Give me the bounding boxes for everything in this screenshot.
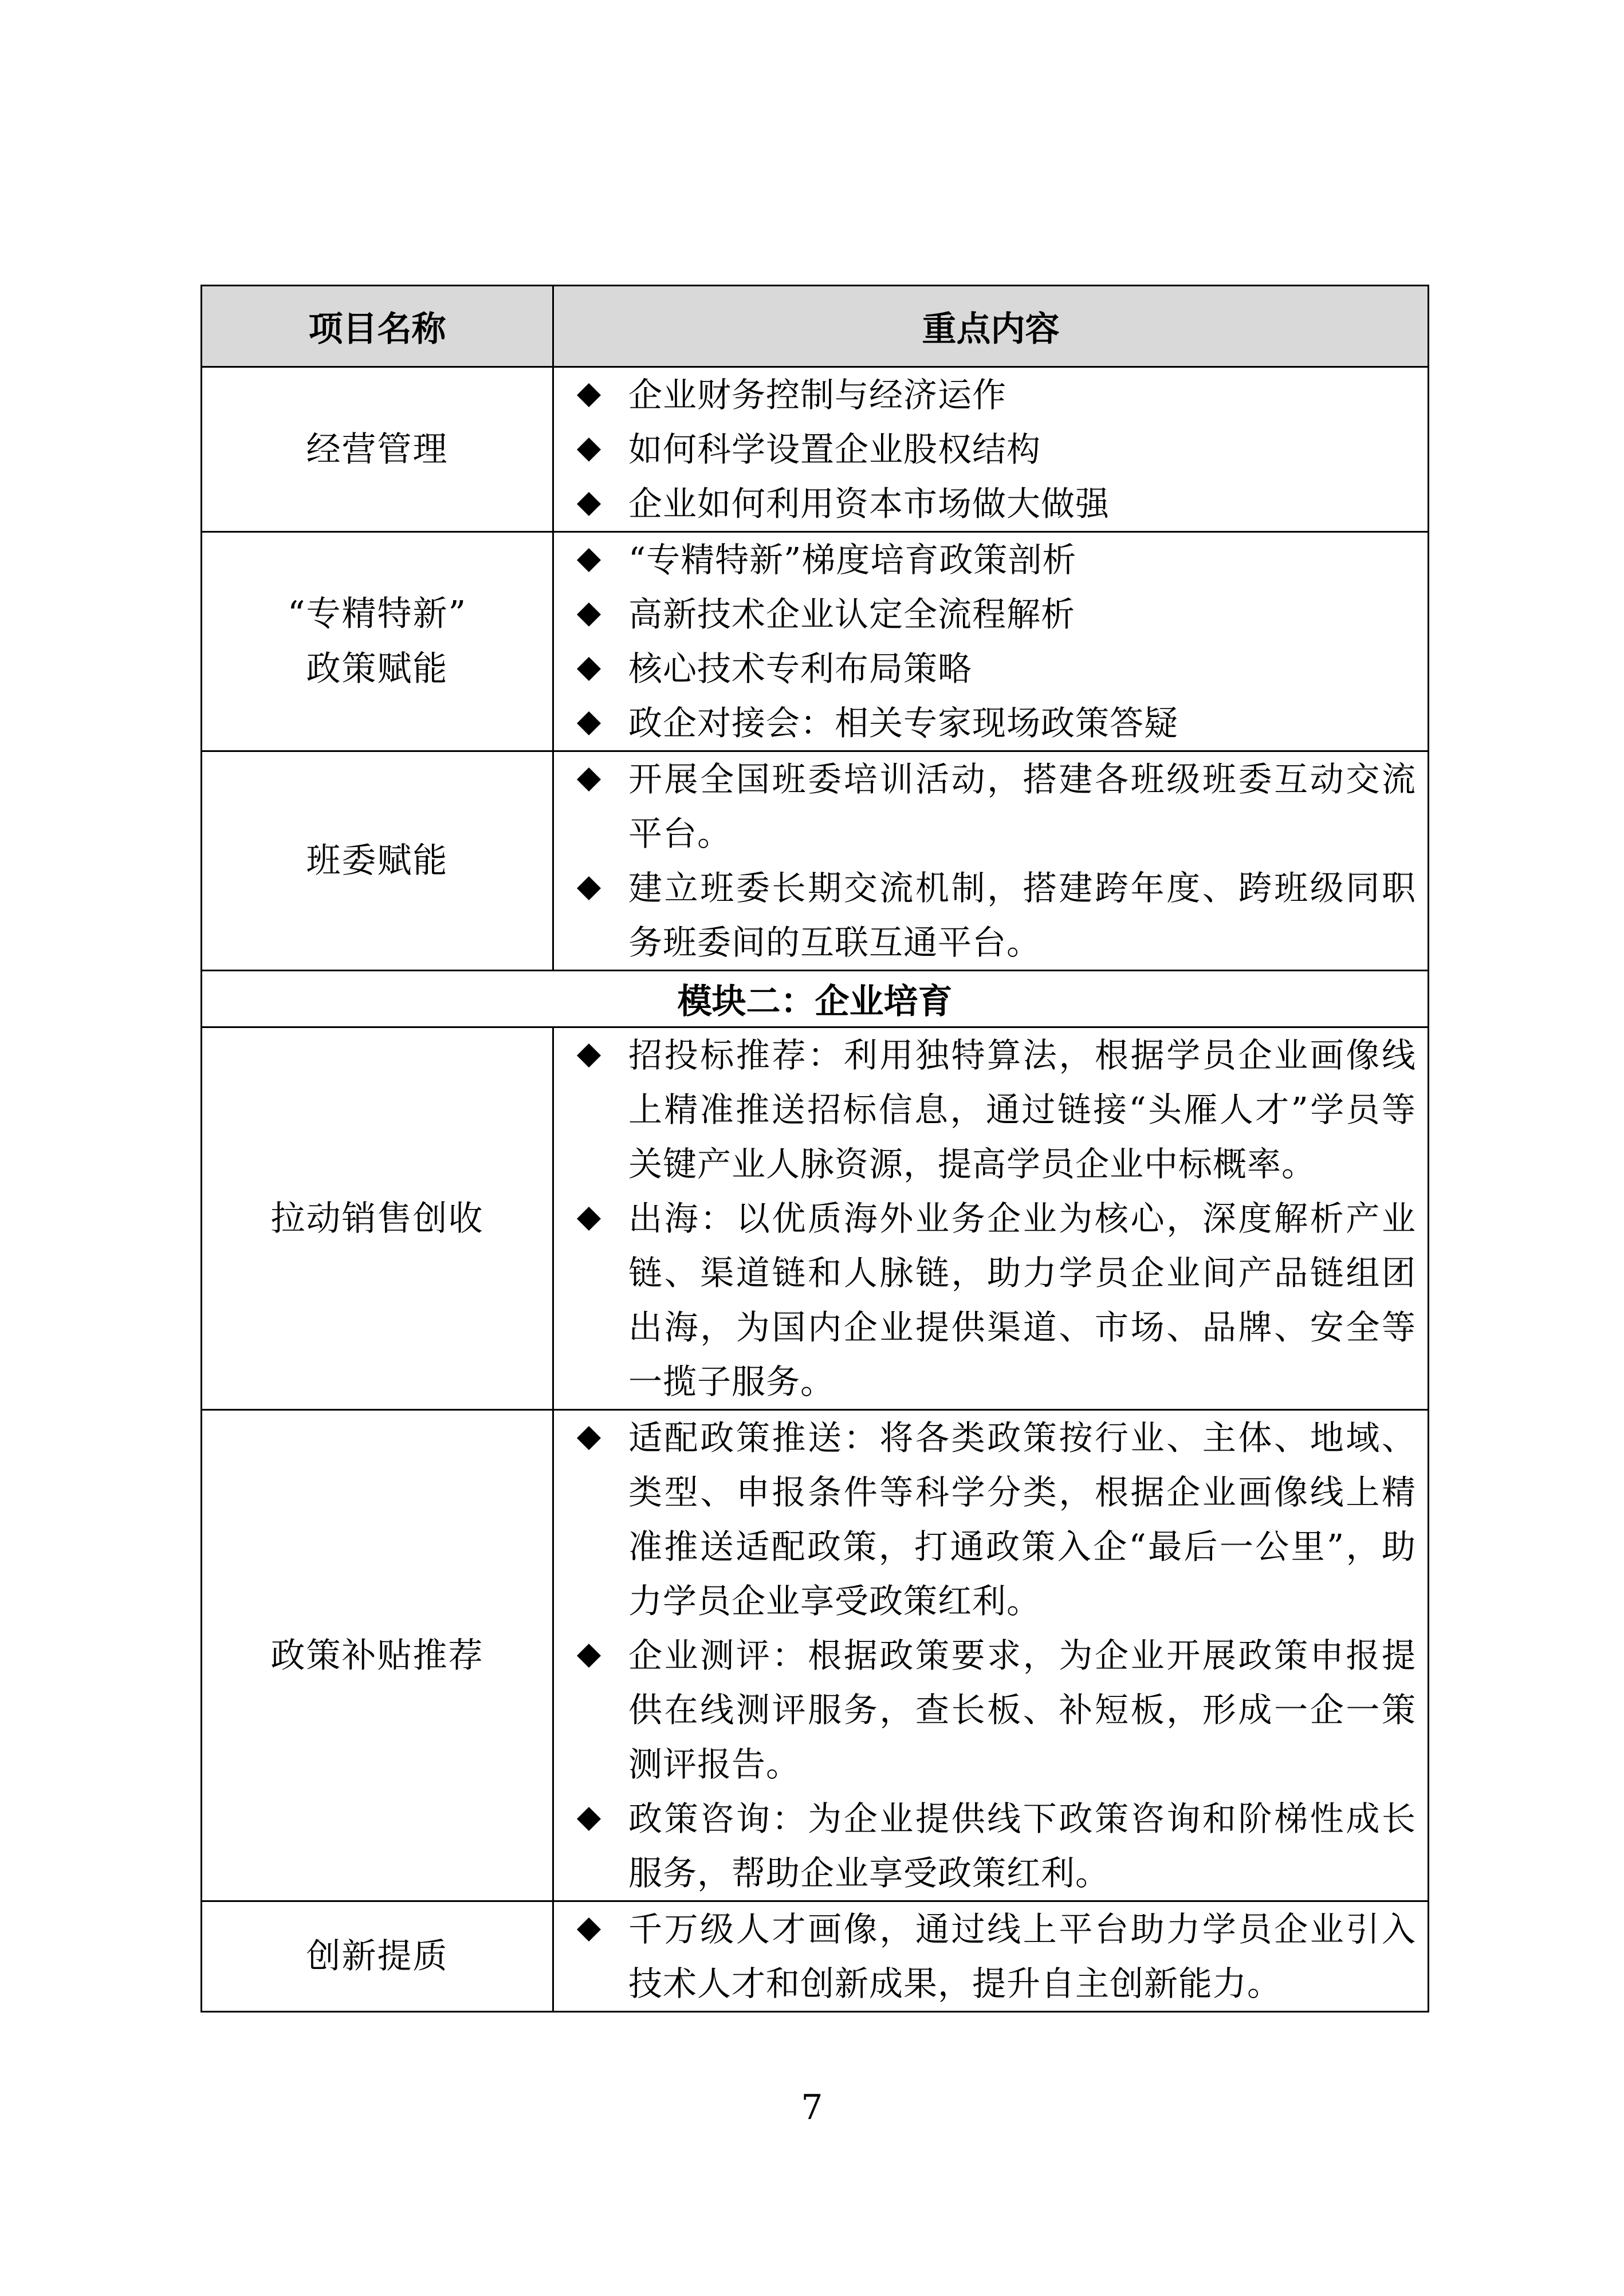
row-name: 创新提质 <box>306 1936 449 1976</box>
list-item-text: 如何科学设置企业股权结构 <box>628 430 1041 469</box>
list-item <box>577 1028 1416 1191</box>
list-item-text: “专精特新”梯度培育政策剖析 <box>628 540 1077 580</box>
list-item-text: 出海：以优质海外业务企业为核心，深度解析产业链、渠道链和人脉链，助力学员企业间产品链组团出海，为国内企业提供渠道、市场、品牌、安全等一揽子服务。 <box>628 1199 1416 1401</box>
row-content-cell <box>553 1901 1429 2012</box>
row-name: 政策补贴推荐 <box>270 1635 484 1676</box>
black-diamond-icon <box>577 1191 628 1246</box>
table-row <box>202 367 1429 532</box>
list-item-text: 适配政策推送：将各类政策按行业、主体、地域、类型、申报条件等科学分类，根据企业画像线上精准推送适配政策，打通政策入企“最后一公里”，助力学员企业享受政策红利。 <box>628 1418 1416 1621</box>
row-name: 经营管理 <box>306 429 449 470</box>
list-item-text: 企业如何利用资本市场做大做强 <box>628 484 1110 523</box>
table-row <box>202 1901 1429 2012</box>
list-item <box>577 752 1416 861</box>
row-name-cell <box>202 751 553 971</box>
row-name: 班委赋能 <box>306 841 449 881</box>
row-content-cell <box>553 1410 1429 1901</box>
black-diamond-icon <box>577 476 628 531</box>
row-name-line: “专精特新” <box>287 594 467 634</box>
list-item-text: 高新技术企业认定全流程解析 <box>628 594 1076 634</box>
list-item <box>577 422 1416 476</box>
table-row <box>202 1410 1429 1901</box>
list-item <box>577 641 1416 696</box>
row-name-cell <box>202 1027 553 1410</box>
row-content-cell <box>553 751 1429 971</box>
list-item <box>577 368 1416 422</box>
header-key-content: 重点内容 <box>553 286 1429 367</box>
list-item <box>577 1791 1416 1900</box>
list-item-text: 千万级人才画像，通过线上平台助力学员企业引入技术人才和创新成果，提升自主创新能力。 <box>628 1909 1416 2003</box>
list-item-text: 建立班委长期交流机制，搭建跨年度、跨班级同职务班委间的互联互通平台。 <box>628 868 1416 962</box>
table-row <box>202 751 1429 971</box>
list-item <box>577 1628 1416 1791</box>
list-item <box>577 587 1416 641</box>
row-name-cell <box>202 367 553 532</box>
row-content-cell <box>553 1027 1429 1410</box>
list-item <box>577 1191 1416 1409</box>
page-number: 7 <box>801 2088 823 2128</box>
black-diamond-icon <box>577 1411 628 1465</box>
list-item-text: 企业测评：根据政策要求，为企业开展政策申报提供在线测评服务，查长板、补短板，形成一企一策测评报告。 <box>628 1636 1416 1784</box>
black-diamond-icon <box>577 696 628 750</box>
black-diamond-icon <box>577 752 628 806</box>
row-name-line: 政策赋能 <box>306 649 449 689</box>
list-item-text: 政策咨询：为企业提供线下政策咨询和阶梯性成长服务，帮助企业享受政策红利。 <box>628 1799 1416 1893</box>
black-diamond-icon <box>577 422 628 476</box>
list-item <box>577 1411 1416 1628</box>
row-content-cell <box>553 367 1429 532</box>
list-item <box>577 1902 1416 2011</box>
list-item <box>577 696 1416 750</box>
content-table <box>200 285 1429 2013</box>
black-diamond-icon <box>577 368 628 422</box>
module-title: 模块二：企业培育 <box>202 971 1429 1027</box>
black-diamond-icon <box>577 1628 628 1683</box>
black-diamond-icon <box>577 587 628 641</box>
row-name: 拉动销售创收 <box>270 1198 484 1239</box>
list-item-text: 招投标推荐：利用独特算法，根据学员企业画像线上精准推送招标信息，通过链接“头雁人才”学员等关键产业人脉资源，提高学员企业中标概率。 <box>628 1035 1416 1184</box>
list-item-text: 核心技术专利布局策略 <box>628 649 973 688</box>
black-diamond-icon <box>577 641 628 696</box>
list-item-text: 企业财务控制与经济运作 <box>628 375 1007 415</box>
row-name-cell <box>202 1901 553 2012</box>
list-item-text: 政企对接会：相关专家现场政策答疑 <box>628 703 1179 743</box>
module-row <box>202 971 1429 1027</box>
list-item <box>577 861 1416 970</box>
black-diamond-icon <box>577 861 628 915</box>
list-item-text: 开展全国班委培训活动，搭建各班级班委互动交流平台。 <box>628 759 1416 853</box>
header-project-name: 项目名称 <box>202 286 553 367</box>
black-diamond-icon <box>577 1791 628 1846</box>
black-diamond-icon <box>577 1902 628 1956</box>
black-diamond-icon <box>577 1028 628 1082</box>
table-row <box>202 1027 1429 1410</box>
row-name-cell <box>202 1410 553 1901</box>
row-content-cell <box>553 532 1429 751</box>
list-item <box>577 476 1416 531</box>
black-diamond-icon <box>577 533 628 587</box>
row-name-cell <box>202 532 553 751</box>
table-row <box>202 532 1429 751</box>
table-header-row <box>202 286 1429 367</box>
list-item <box>577 533 1416 587</box>
